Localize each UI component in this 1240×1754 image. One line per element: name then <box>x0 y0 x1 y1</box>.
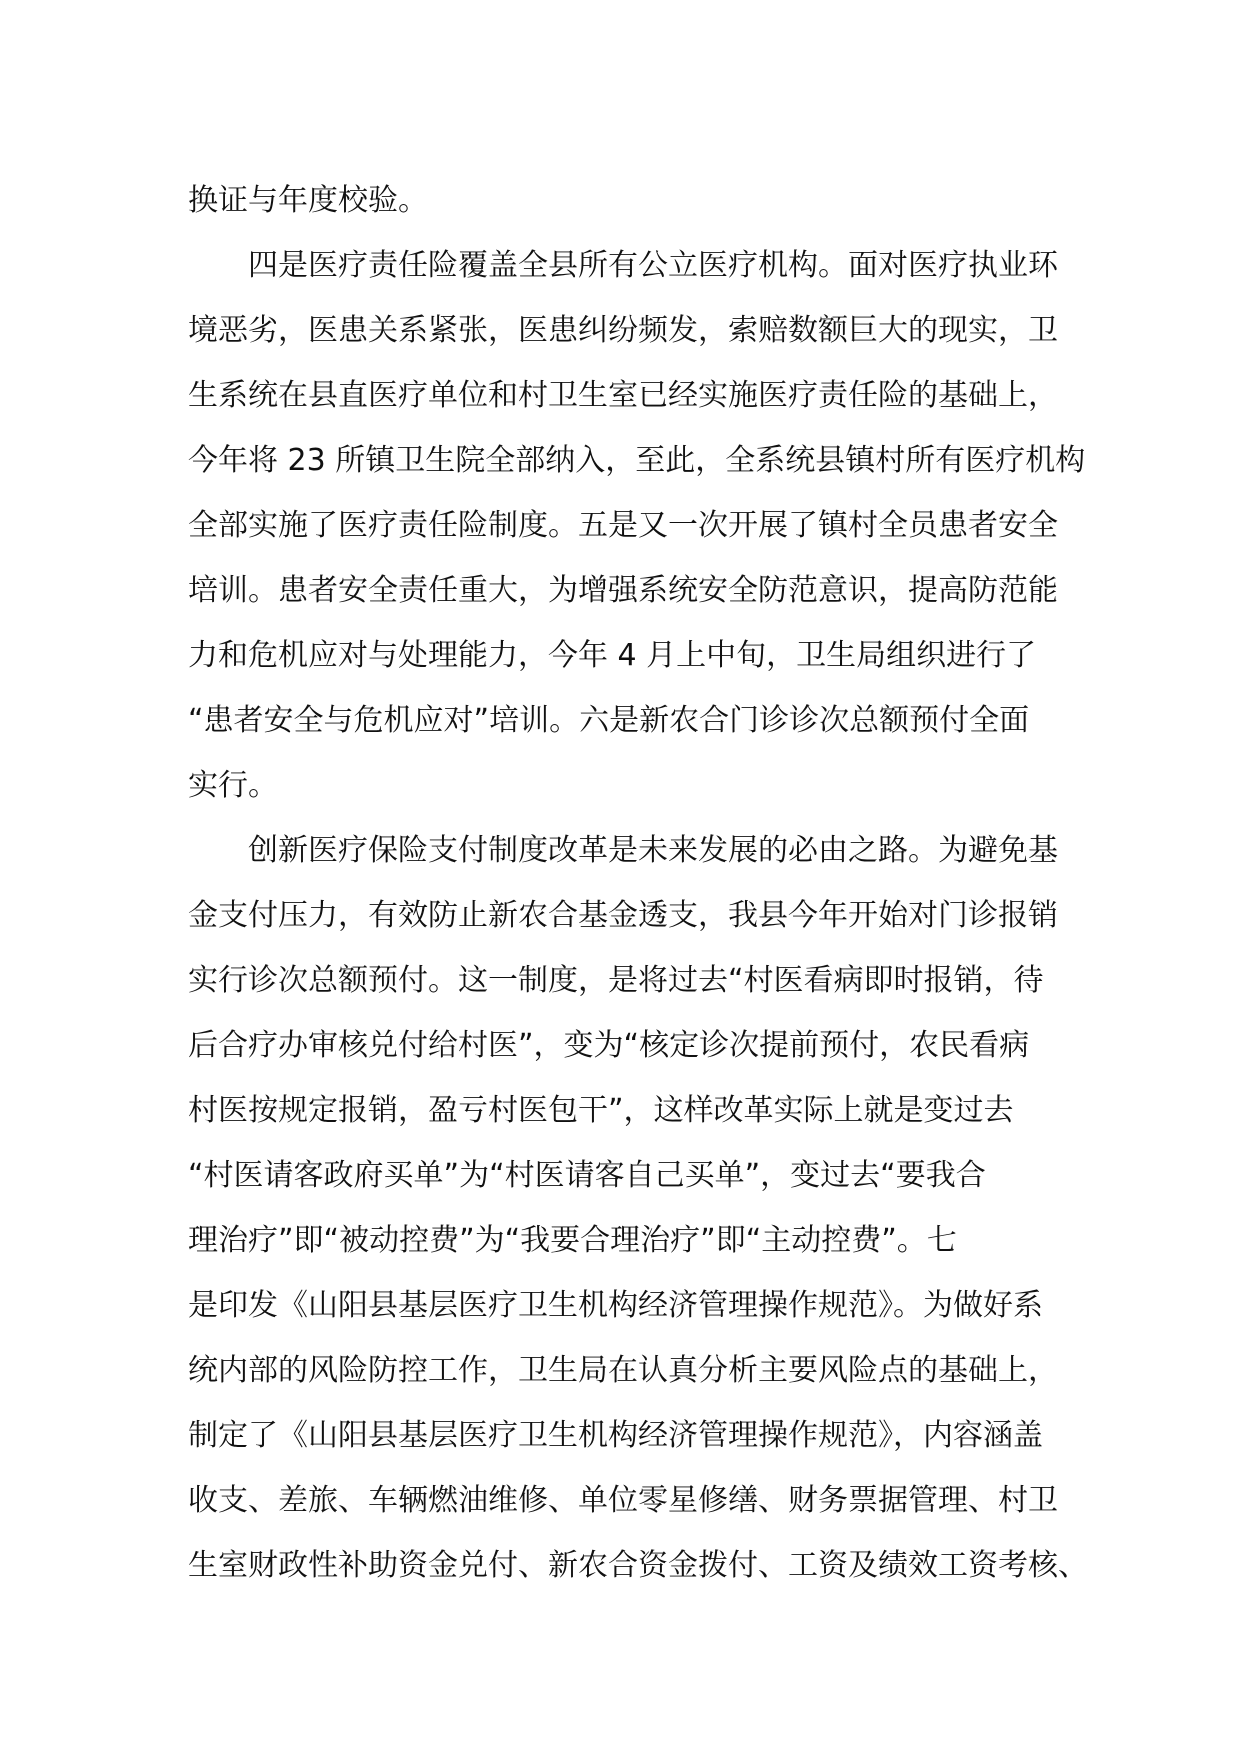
body-text <box>188 168 1088 1598</box>
text-line: 村医按规定报销，盈亏村医包干”，这样改革实际上就是变过去 <box>188 1093 1014 1128</box>
text-line: 收支、差旅、车辆燃油维修、单位零星修缮、财务票据管理、村卫 <box>188 1483 1058 1518</box>
paragraph-start-line: 四是医疗责任险覆盖全县所有公立医疗机构。面对医疗执业环 <box>248 248 1058 283</box>
text-line: “患者安全与危机应对”培训。六是新农合门诊诊次总额预付全面 <box>188 703 1030 738</box>
text-line: 统内部的风险防控工作，卫生局在认真分析主要风险点的基础上， <box>188 1353 1058 1388</box>
text-line: 力和危机应对与处理能力，今年 4 月上中旬，卫生局组织进行了 <box>188 638 1037 673</box>
text-line: 制定了《山阳县基层医疗卫生机构经济管理操作规范》，内容涵盖 <box>188 1418 1043 1453</box>
text-line: 理治疗”即“被动控费”为“我要合理治疗”即“主动控费”。七 <box>188 1223 957 1258</box>
text-line: 培训。患者安全责任重大，为增强系统安全防范意识，提高防范能 <box>188 573 1058 608</box>
text-line: 后合疗办审核兑付给村医”，变为“核定诊次提前预付，农民看病 <box>188 1028 1030 1063</box>
text-line: 实行诊次总额预付。这一制度，是将过去“村医看病即时报销，待 <box>188 963 1044 998</box>
text-line: 生室财政性补助资金兑付、新农合资金拨付、工资及绩效工资考核、 <box>188 1548 1088 1583</box>
text-line: 今年将 23 所镇卫生院全部纳入，至此，全系统县镇村所有医疗机构 <box>188 443 1086 478</box>
text-line: 实行。 <box>188 768 278 803</box>
text-line: 换证与年度校验。 <box>188 183 428 218</box>
text-line: 境恶劣，医患关系紧张，医患纠纷频发，索赔数额巨大的现实，卫 <box>188 313 1058 348</box>
paragraph-start-line: 创新医疗保险支付制度改革是未来发展的必由之路。为避免基 <box>248 833 1058 868</box>
text-line: 金支付压力，有效防止新农合基金透支，我县今年开始对门诊报销 <box>188 898 1058 933</box>
text-line: 生系统在县直医疗单位和村卫生室已经实施医疗责任险的基础上， <box>188 378 1058 413</box>
text-line: “村医请客政府买单”为“村医请客自己买单”，变过去“要我合 <box>188 1158 986 1193</box>
text-line: 是印发《山阳县基层医疗卫生机构经济管理操作规范》。为做好系 <box>188 1288 1043 1323</box>
text-line: 全部实施了医疗责任险制度。五是又一次开展了镇村全员患者安全 <box>188 508 1058 543</box>
